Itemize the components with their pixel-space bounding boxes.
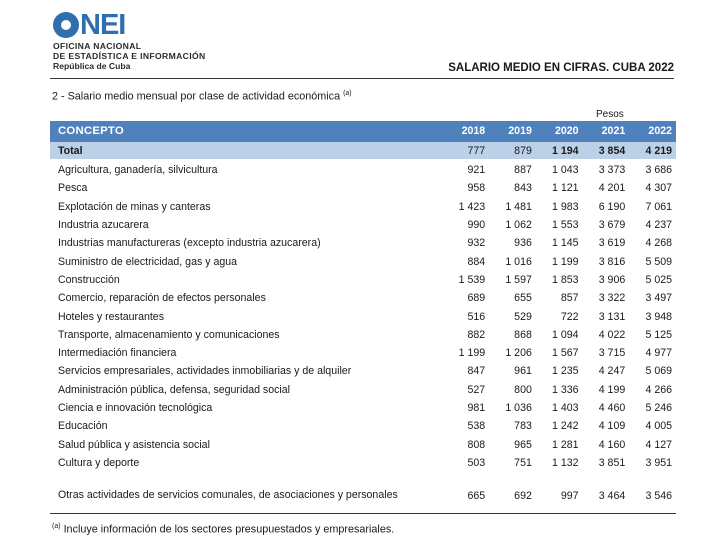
- row-value-2020: 1 553: [552, 219, 579, 232]
- row-value-2020: 1 853: [552, 273, 579, 286]
- total-value-2018: 777: [442, 141, 489, 159]
- row-value-2020: 1 403: [552, 402, 579, 414]
- row-value-2021: 3 715: [598, 347, 626, 360]
- row-value-2022: 4 005: [645, 420, 672, 433]
- row-value-2021: 3 816: [598, 255, 626, 268]
- row-value-2021: 3 464: [598, 490, 626, 503]
- row-value-2022: 4 977: [645, 347, 672, 360]
- row-value-2022: 7 061: [645, 200, 672, 213]
- row-label: Explotación de minas y canteras: [58, 200, 211, 213]
- table-body: [50, 141, 676, 503]
- total-value-2021: 3 854: [583, 141, 630, 159]
- row-value-2021: 4 199: [598, 383, 626, 396]
- salary-table: [50, 121, 676, 503]
- row-label: Industrias manufactureras (excepto industria azucarera): [58, 237, 321, 250]
- table-row: [50, 216, 676, 234]
- row-value-2018: 665: [467, 490, 486, 503]
- row-value-2020: 1 235: [552, 365, 579, 378]
- row-value-2018: 958: [467, 182, 486, 195]
- row-value-2018: 689: [467, 292, 486, 305]
- row-value-2020: 1 121: [552, 182, 579, 195]
- row-value-2021: 3 131: [598, 310, 626, 323]
- row-value-2020: 1 145: [552, 237, 579, 250]
- logo-mark: [53, 9, 206, 41]
- row-value-2018: 981: [467, 402, 486, 414]
- row-label: Transporte, almacenamiento y comunicaciones: [58, 328, 280, 341]
- row-label: Intermediación financiera: [58, 347, 177, 360]
- row-value-2021: 4 022: [598, 328, 626, 341]
- row-value-2022: 3 546: [645, 490, 672, 503]
- row-value-2019: 529: [514, 310, 532, 323]
- row-value-2019: 961: [514, 365, 532, 378]
- row-value-2019: 936: [514, 237, 532, 250]
- row-value-2019: 783: [514, 420, 532, 433]
- total-value-2020: 1 194: [536, 141, 583, 159]
- row-value-2020: 1 132: [552, 456, 579, 469]
- table-row: [50, 344, 676, 362]
- row-label: Pesca: [58, 182, 88, 195]
- column-header-2021: 2021: [583, 121, 630, 141]
- document-title: SALARIO MEDIO EN CIFRAS. CUBA 2022: [448, 62, 674, 74]
- row-value-2018: 1 539: [458, 273, 486, 286]
- row-value-2021: 3 679: [598, 219, 626, 232]
- row-value-2020: 1 336: [552, 383, 579, 396]
- row-value-2021: 6 190: [598, 200, 626, 213]
- row-value-2020: 1 094: [552, 328, 579, 341]
- row-value-2020: 1 043: [552, 164, 579, 177]
- row-value-2018: 932: [467, 237, 486, 250]
- row-value-2019: 965: [514, 438, 532, 451]
- row-value-2019: 655: [514, 292, 532, 305]
- column-header-2019: 2019: [489, 121, 536, 141]
- column-header-concepto: CONCEPTO: [50, 121, 442, 141]
- footnote-marker: (a): [52, 523, 61, 530]
- row-value-2020: 1 199: [552, 255, 579, 268]
- row-value-2019: 887: [514, 164, 532, 177]
- header-rule: [50, 78, 674, 79]
- row-value-2018: 808: [467, 438, 486, 451]
- row-label: Administración pública, defensa, seguridad social: [58, 383, 291, 396]
- table-title-note: (a): [343, 90, 352, 97]
- row-value-2021: 3 906: [598, 273, 626, 286]
- table-row: [50, 362, 676, 380]
- row-value-2019: 751: [514, 456, 532, 469]
- row-value-2018: 503: [467, 456, 486, 469]
- row-value-2019: 1 016: [505, 255, 532, 268]
- row-value-2022: 4 307: [645, 182, 672, 195]
- table-row: [50, 381, 676, 399]
- row-value-2021: 4 247: [598, 365, 626, 378]
- table-row: [50, 234, 676, 252]
- row-value-2021: 3 851: [598, 456, 626, 469]
- row-value-2019: 1 481: [505, 200, 532, 213]
- footnote-text: Incluye información de los sectores presupuestados y empresariales.: [63, 523, 395, 536]
- unit-label: Pesos: [596, 109, 624, 120]
- footnote: [52, 523, 394, 536]
- row-value-2020: 997: [560, 490, 579, 503]
- row-label: Construcción: [58, 273, 120, 286]
- row-value-2018: 882: [467, 328, 486, 341]
- row-value-2022: 5 069: [645, 365, 672, 378]
- table-row: [50, 454, 676, 472]
- table-title-text: 2 - Salario medio mensual por clase de actividad económica: [52, 90, 341, 103]
- table-title: [52, 90, 352, 103]
- ONEI-logo: [53, 9, 206, 71]
- logo-o-shape: [53, 12, 79, 38]
- row-value-2019: 800: [514, 383, 532, 396]
- row-value-2018: 884: [467, 255, 486, 268]
- row-label: Hoteles y restaurantes: [58, 310, 164, 323]
- table-row: [50, 289, 676, 307]
- row-value-2018: 527: [467, 383, 486, 396]
- total-value-2022: 4 219: [629, 141, 676, 159]
- row-value-2022: 3 497: [645, 292, 672, 305]
- row-label: Salud pública y asistencia social: [58, 438, 210, 451]
- table-row: [50, 252, 676, 270]
- row-label: Servicios empresariales, actividades inmobiliarias y de alquiler: [58, 365, 352, 378]
- total-value-2019: 879: [489, 141, 536, 159]
- row-value-2021: 3 322: [598, 292, 626, 305]
- column-header-2022: 2022: [629, 121, 676, 141]
- row-value-2020: 722: [560, 310, 579, 323]
- row-value-2019: 692: [514, 490, 532, 503]
- column-header-2020: 2020: [536, 121, 583, 141]
- row-value-2021: 3 373: [598, 164, 626, 177]
- table-row: [50, 307, 676, 325]
- table-header-row: [50, 121, 676, 141]
- row-label: Educación: [58, 420, 108, 433]
- row-value-2019: 1 036: [505, 402, 532, 414]
- row-label: Cultura y deporte: [58, 456, 140, 469]
- row-value-2021: 3 619: [598, 237, 626, 250]
- table-row: [50, 326, 676, 344]
- table-row: [50, 435, 676, 453]
- row-value-2019: 1 206: [505, 347, 532, 360]
- table-row: [50, 472, 676, 503]
- table-row: [50, 179, 676, 197]
- row-value-2020: 1 567: [552, 347, 579, 360]
- org-country: República de Cuba: [53, 61, 131, 71]
- row-value-2022: 4 266: [645, 383, 672, 396]
- row-value-2018: 516: [467, 310, 486, 323]
- row-value-2022: 5 025: [645, 273, 672, 286]
- table-row: [50, 399, 676, 417]
- row-value-2022: 3 686: [645, 164, 672, 177]
- row-label: Comercio, reparación de efectos personales: [58, 292, 266, 305]
- row-label: Otras actividades de servicios comunales, de asociaciones y personales: [58, 488, 398, 501]
- row-value-2022: 4 237: [645, 219, 672, 232]
- column-header-2018: 2018: [442, 121, 489, 141]
- row-value-2018: 847: [467, 365, 486, 378]
- row-value-2022: 5 246: [645, 402, 672, 414]
- table-row: [50, 161, 676, 179]
- row-value-2019: 1 597: [505, 273, 532, 286]
- row-value-2022: 5 125: [645, 328, 672, 341]
- row-value-2020: 857: [560, 292, 579, 305]
- table-bottom-rule: [50, 513, 676, 514]
- total-label: Total: [50, 141, 442, 159]
- row-label: Industria azucarera: [58, 219, 149, 232]
- table-row: [50, 271, 676, 289]
- row-label: Suministro de electricidad, gas y agua: [58, 255, 238, 268]
- row-value-2022: 5 509: [645, 255, 672, 268]
- row-value-2018: 990: [467, 219, 486, 232]
- logo-wordmark: NEI: [80, 9, 126, 41]
- total-row: [50, 141, 676, 159]
- row-value-2020: 1 281: [552, 438, 579, 451]
- table-row: [50, 417, 676, 435]
- table-row: [50, 198, 676, 216]
- row-value-2022: 3 951: [645, 456, 672, 469]
- row-value-2019: 1 062: [505, 219, 532, 232]
- row-value-2020: 1 242: [552, 420, 579, 433]
- row-value-2022: 3 948: [645, 310, 672, 323]
- row-value-2021: 4 160: [598, 438, 626, 451]
- row-value-2019: 843: [514, 182, 532, 195]
- row-value-2021: 4 460: [598, 402, 626, 414]
- row-value-2018: 1 423: [458, 200, 486, 213]
- row-value-2021: 4 109: [598, 420, 626, 433]
- row-value-2018: 538: [467, 420, 486, 433]
- row-value-2018: 1 199: [458, 347, 486, 360]
- row-value-2019: 868: [514, 328, 532, 341]
- row-value-2022: 4 127: [645, 438, 672, 451]
- row-label: Agricultura, ganadería, silvicultura: [58, 164, 218, 177]
- row-value-2022: 4 268: [645, 237, 672, 250]
- org-name-line2: DE ESTADÍSTICA E INFORMACIÓN: [53, 51, 206, 61]
- row-label: Ciencia e innovación tecnológica: [58, 402, 213, 414]
- row-value-2020: 1 983: [552, 200, 579, 213]
- org-name-line1: OFICINA NACIONAL: [53, 41, 142, 51]
- row-value-2018: 921: [467, 164, 486, 177]
- row-value-2021: 4 201: [598, 182, 626, 195]
